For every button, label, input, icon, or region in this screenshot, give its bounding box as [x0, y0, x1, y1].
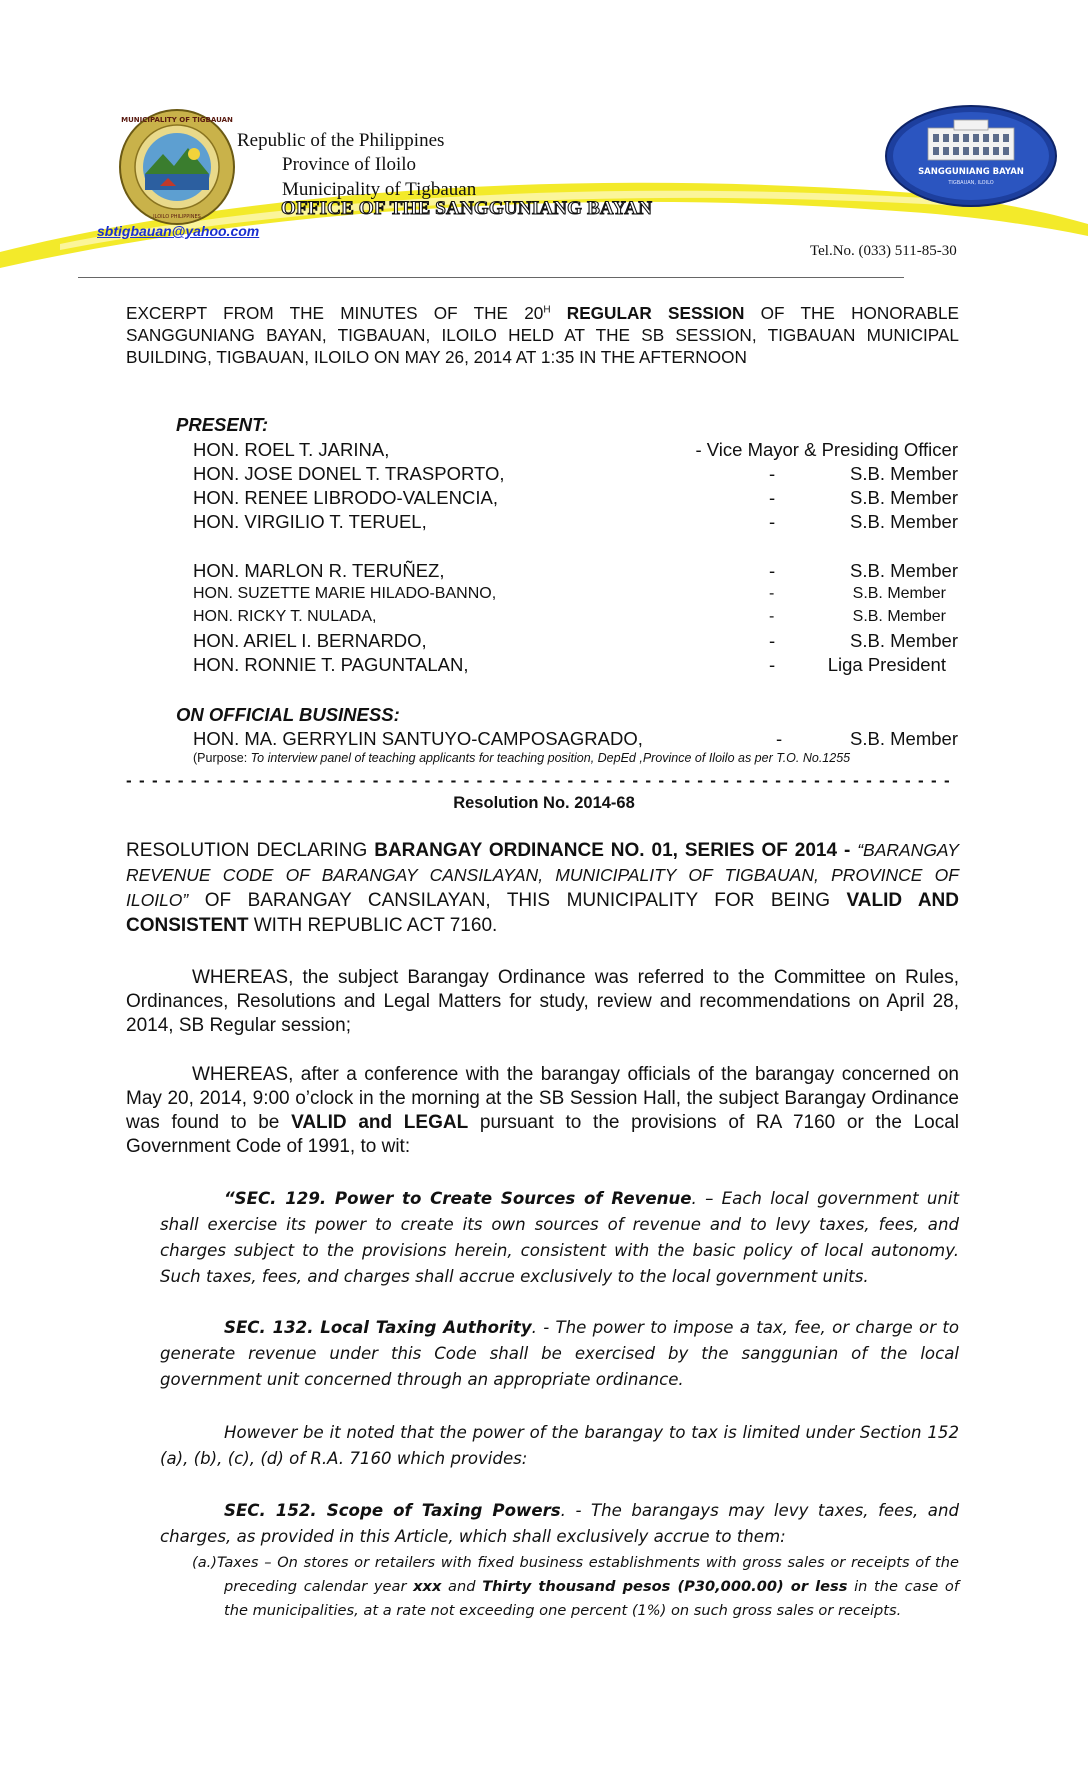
member-row: HON. MA. GERRYLIN SANTUYO-CAMPOSAGRADO, - S.B. Member — [193, 728, 958, 749]
seal-right-sub-text: TIGBAUAN, ILOILO — [948, 180, 994, 186]
sec-152-quote: SEC. 152. Scope of Taxing Powers. - The barangays may levy taxes, fees, and charges, as provided in this Article, which shall exclusively accrue to them: — [160, 1501, 959, 1546]
resolution-title: RESOLUTION DECLARING BARANGAY ORDINANCE NO. 01, SERIES OF 2014 - “BARANGAY REVENUE CODE OF BARANGAY CANSILAYAN, MUNICIPALITY OF TIGBAUAN, PROVINCE OF ILOILO” OF BARANGAY CANSILAYAN, THIS MUNICIPALITY FOR BEING VALID AND CONSISTENT WITH REPUBLIC ACT 7160. — [126, 840, 960, 936]
whereas-paragraph-1: WHEREAS, the subject Barangay Ordinance was referred to the Committee on Rules, Ordinances, Resolutions and Legal Matters for study, review and recommendations on April 28, 2014, SB Regular session; — [126, 967, 959, 1036]
email-link[interactable]: sbtigbauan@yahoo.com — [97, 223, 260, 239]
header-republic: Republic of the Philippines — [237, 130, 445, 151]
taxing-power-note: However be it noted that the power of the barangay to tax is limited under Section 152 (a), (b), (c), (d) of R.A. 7160 which provides: — [160, 1423, 959, 1468]
present-heading: PRESENT: — [176, 414, 269, 435]
sec-129-quote: “SEC. 129. Power to Create Sources of Revenue. – Each local government unit shall exercise its power to create its own sources of revenue and to levy taxes, fees, and charges subject to the provisions herein, consistent with the basic policy of local autonomy. Such taxes, fees, and charges shall accrue exclusively to the local government units. — [160, 1189, 959, 1286]
member-row: HON. ARIEL I. BERNARDO, - S.B. Member — [193, 630, 958, 651]
member-row: HON. VIRGILIO T. TERUEL, - S.B. Member — [193, 511, 958, 532]
sangguniang-bayan-logo — [884, 104, 1058, 208]
sec-132-quote: SEC. 132. Local Taxing Authority. - The power to impose a tax, fee, or charge or to generate revenue under this Code shall be exercised by the sanggunian of the local government unit concerned through an appropriate ordinance. — [160, 1318, 959, 1389]
purpose-note: (Purpose: To interview panel of teaching applicants for teaching position, DepEd ,Province of Iloilo as per T.O. No.1255 — [193, 751, 851, 765]
header-divider — [78, 277, 904, 278]
seal-left-bottom-text: ILOILO PHILIPPINES — [153, 214, 201, 220]
header-office-title: OFFICE OF THE SANGGUNIANG BAYAN — [281, 198, 653, 219]
excerpt-paragraph: EXCERPT FROM THE MINUTES OF THE $20^H$ REGULAR SESSION OF THE HONORABLE SANGGUNIANG BAYAN, TIGBAUAN, ILOILO HELD AT THE SB SESSION, TIGBAUAN MUNICIPAL BUILDING, TIGBAUAN, ILOILO ON MAY 26, 2014 AT 1:35 IN THE AFTERNOON — [126, 303, 959, 367]
seal-right-text: SANGGUNIANG BAYAN — [918, 167, 1024, 177]
municipality-seal-logo — [118, 108, 236, 226]
member-row: HON. JOSE DONEL T. TRASPORTO, - S.B. Member — [193, 463, 958, 484]
member-row: HON. RONNIE T. PAGUNTALAN, - Liga President — [193, 654, 946, 675]
member-row: HON. RICKY T. NULADA, - S.B. Member — [193, 608, 946, 625]
seal-left-text: MUNICIPALITY OF TIGBAUAN — [121, 116, 233, 124]
sec-152-item-a: (a.)Taxes – On stores or retailers with fixed business establishments with gross sales or receipts of the preceding calendar year xxx and Thirty thousand pesos (P30,000.00) or less in the case of the municipalities, at a rate not exceeding one percent (1%) on such gross sales or receipts. — [192, 1554, 959, 1619]
member-row: HON. RENEE LIBRODO-VALENCIA, - S.B. Member — [193, 487, 958, 508]
separator-line: - - - - - - - - - - - - - - - - - - - - - - - - - - - - - - - - - - - - - - - - - - - - - - - - - - - - - - - - - - - - - - - - — [126, 771, 951, 790]
official-business-heading: ON OFFICIAL BUSINESS: — [176, 704, 400, 725]
whereas-paragraph-2: WHEREAS, after a conference with the barangay officials of the barangay concerned on May 20, 2014, 9:00 o’clock in the morning at the SB Session Hall, the subject Barangay Ordinance was found to be VALID and LEGAL pursuant to the provisions of RA 7160 or the Local Government Code of 1991, to wit: — [126, 1064, 959, 1157]
header-municipality: Municipality of Tigbauan — [282, 179, 477, 200]
header-province: Province of Iloilo — [282, 154, 417, 175]
member-row: HON. MARLON R. TERUÑEZ, - S.B. Member — [193, 560, 958, 581]
header-telephone: Tel.No. (033) 511-85-30 — [810, 243, 957, 259]
member-row: HON. SUZETTE MARIE HILADO-BANNO, - S.B. Member — [193, 585, 946, 602]
member-row: HON. ROEL T. JARINA, - Vice Mayor & Presiding Officer — [193, 439, 958, 460]
resolution-number: Resolution No. 2014-68 — [453, 794, 635, 812]
